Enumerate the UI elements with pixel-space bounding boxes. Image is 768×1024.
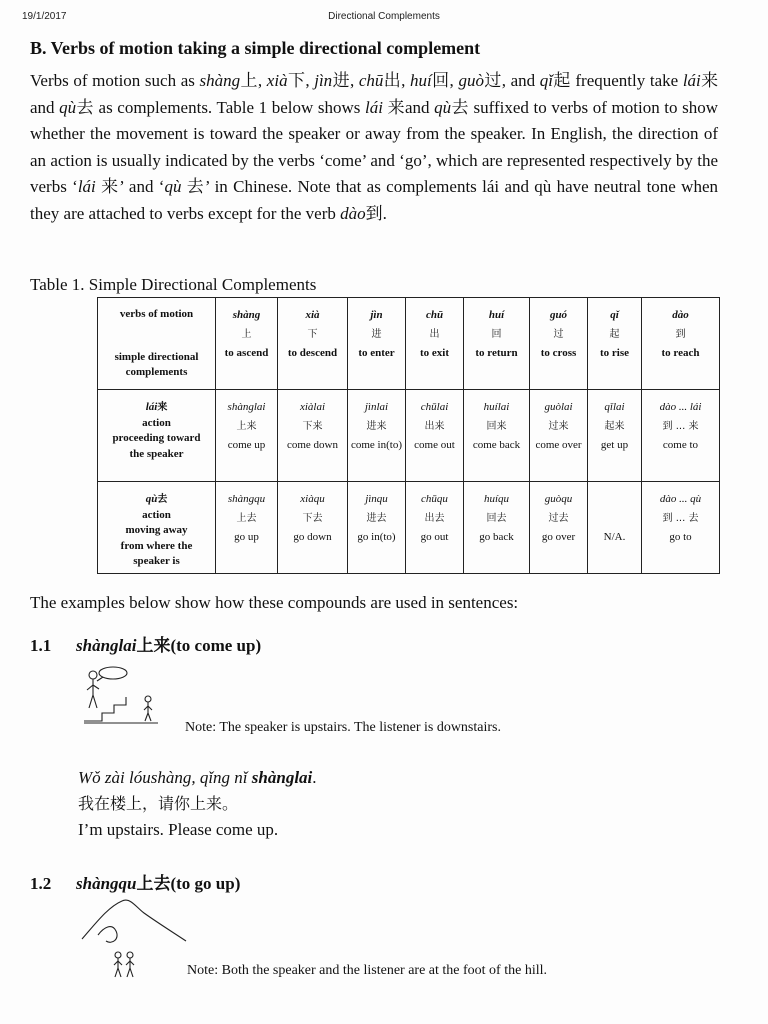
hanzi-term: 去 <box>181 177 205 197</box>
column-header <box>642 298 720 390</box>
table-cell <box>464 390 530 482</box>
cell-pinyin: chūqu <box>421 493 448 505</box>
example-number: 1.1 <box>30 636 52 655</box>
hanzi-term: 过 <box>483 71 502 90</box>
cell-pinyin: xiàqu <box>300 493 325 505</box>
cell-pinyin: huíqu <box>483 493 510 505</box>
cell-hanzi: 下去 <box>302 513 323 524</box>
document-title: Directional Complements <box>328 11 440 22</box>
row-desc: proceeding toward <box>112 432 201 444</box>
cell-english: go up <box>234 531 259 543</box>
cell-english: come down <box>286 439 338 451</box>
para-text: frequently take <box>570 71 683 90</box>
cell-hanzi: 过来 <box>548 421 569 432</box>
cell-pinyin: dào ... lái <box>659 401 702 413</box>
cell-english: come over <box>535 439 582 451</box>
column-pinyin: xià <box>305 309 320 321</box>
pinyin-term: qù <box>164 177 182 197</box>
speaker-body <box>87 679 99 708</box>
hanzi-term: 出 <box>383 71 402 90</box>
listener-head <box>145 696 151 702</box>
table-cell <box>642 482 720 574</box>
cell-hanzi: 上来 <box>236 421 257 432</box>
cell-pinyin: dào ... qù <box>659 493 702 505</box>
cell-hanzi: 出去 <box>424 513 445 524</box>
column-hanzi: 进 <box>371 329 382 340</box>
table-header-row <box>98 298 720 390</box>
cell-english: go out <box>420 531 449 543</box>
example-sentence-pinyin <box>78 765 317 791</box>
hanzi-term: 到 <box>365 203 383 223</box>
cell-pinyin: shànglai <box>227 401 266 413</box>
cell-english: go down <box>293 531 332 543</box>
column-hanzi: 出 <box>429 329 440 340</box>
row-desc: action <box>142 416 171 429</box>
example-note: Note: Both the speaker and the listener are at the foot of the hill. <box>187 963 547 978</box>
pinyin-term: lái <box>77 177 96 197</box>
hanzi-term: 来 <box>95 177 120 197</box>
column-english: to reach <box>661 347 700 359</box>
speech-bubble-tail <box>97 677 103 681</box>
column-header <box>348 298 406 390</box>
column-hanzi: 到 <box>675 329 686 340</box>
row-desc: speaker is <box>133 555 180 567</box>
row-hanzi: 来 <box>157 402 168 413</box>
speaker-head <box>115 952 121 958</box>
row-header-lai <box>98 390 216 482</box>
cell-pinyin: xiàlai <box>299 401 326 413</box>
hanzi-term: 去 <box>76 97 94 117</box>
column-english: to cross <box>540 347 577 359</box>
para-text: , <box>401 71 411 90</box>
column-hanzi: 起 <box>609 329 620 340</box>
para-text: ’ and ‘ <box>119 177 165 197</box>
cell-english: come back <box>472 439 521 451</box>
cell-pinyin: chūlai <box>420 401 449 413</box>
row-pinyin: qù <box>145 493 158 505</box>
cell-hanzi: 进去 <box>366 513 387 524</box>
sentence-text: Wǒ zài lóushàng, qǐng nǐ <box>78 768 252 787</box>
column-pinyin: chū <box>425 309 444 321</box>
cell-hanzi: 出来 <box>424 421 445 432</box>
cell-pinyin: jìnqu <box>365 493 388 505</box>
para-text: and <box>30 97 60 117</box>
example-gloss: (to come up) <box>170 636 262 655</box>
cell-english: come in(to) <box>350 439 402 451</box>
column-hanzi: 回 <box>491 329 502 340</box>
corner-top-label: verbs of motion <box>119 308 194 320</box>
listener-body <box>126 958 134 977</box>
cell-english: get up <box>600 439 629 451</box>
example-sentence-hanzi: 我在楼上，请你上来。 <box>78 794 239 813</box>
example-heading-1-2 <box>30 869 240 894</box>
column-header <box>530 298 588 390</box>
table-cell <box>406 390 464 482</box>
para-text: suffixed to verbs of motion to show whether the movement is toward the speaker or away from the speaker. In English, the direction of an action is usually indicated by the verbs ‘come’ and ‘go’, which are represented respectively by the verbs ‘ <box>30 97 719 197</box>
cell-english: come out <box>414 439 455 451</box>
table-cell <box>406 482 464 574</box>
cell-hanzi: 过去 <box>548 513 569 524</box>
cell-pinyin: qǐlai <box>604 401 625 413</box>
column-pinyin: qǐ <box>610 309 619 321</box>
example-pinyin: shànglai <box>76 636 137 655</box>
table-cell <box>216 482 278 574</box>
para-text: as complements. Table 1 below shows <box>93 97 366 117</box>
example-heading-1-1 <box>30 631 261 656</box>
pinyin-term: shàng <box>199 71 241 90</box>
pinyin-term: chū <box>358 71 384 90</box>
hanzi-term: 来 <box>382 97 405 117</box>
column-header <box>278 298 348 390</box>
directional-complements-table <box>97 297 720 574</box>
para-text: , <box>449 71 459 90</box>
column-pinyin: shàng <box>232 309 261 321</box>
column-english: to enter <box>358 347 395 359</box>
pinyin-term: qù <box>59 97 77 117</box>
row-desc: from where the <box>120 539 193 552</box>
row-header-qu <box>98 482 216 574</box>
row-hanzi: 去 <box>157 494 168 505</box>
pinyin-term: guò <box>458 71 484 90</box>
table-row-lai <box>98 390 720 482</box>
table-cell <box>588 390 642 482</box>
cell-hanzi: 上去 <box>236 513 257 524</box>
hill-illustration <box>78 893 198 983</box>
example-hanzi: 上来 <box>136 636 171 655</box>
para-text: , <box>257 71 267 90</box>
cell-pinyin: guòlai <box>544 401 573 413</box>
pinyin-term: huí <box>410 71 432 90</box>
table-row-qu <box>98 482 720 574</box>
column-english: to descend <box>287 347 338 359</box>
row-desc: action <box>142 508 171 521</box>
table-cell <box>530 390 588 482</box>
table-cell <box>348 482 406 574</box>
para-text: Verbs of motion such as <box>30 71 200 90</box>
sentence-bold: shànglai <box>251 768 313 787</box>
hanzi-term: 下 <box>287 71 306 90</box>
table-cell <box>464 482 530 574</box>
cell-pinyin: huílai <box>483 401 510 413</box>
cell-hanzi: 到 ... 去 <box>662 513 699 524</box>
hanzi-term: 起 <box>553 71 571 90</box>
table-cell <box>278 482 348 574</box>
cell-hanzi: 起来 <box>604 421 625 432</box>
examples-intro: The examples below show how these compounds are used in sentences: <box>30 593 519 612</box>
para-text: . <box>382 203 387 223</box>
cell-english: go back <box>479 531 514 543</box>
row-desc: the speaker <box>129 447 184 460</box>
pinyin-term: lái <box>682 71 701 90</box>
row-pinyin: lái <box>145 401 158 413</box>
example-number: 1.2 <box>30 874 52 893</box>
corner-bottom-label: simple directional complements <box>114 351 199 378</box>
column-hanzi: 上 <box>241 329 252 340</box>
example-pinyin: shàngqu <box>76 874 137 893</box>
pinyin-term: qǐ <box>539 71 553 90</box>
cell-english: go over <box>541 531 576 543</box>
hanzi-term: 回 <box>431 71 450 90</box>
para-text: ’ in Chinese. Note that as complements lái and qù have neutral tone when they are attached to verbs except for the verb <box>30 177 719 223</box>
table-cell <box>216 390 278 482</box>
cell-hanzi: 到 ... 来 <box>662 421 699 432</box>
table-corner-cell <box>98 298 216 390</box>
cell-english: come up <box>227 439 266 451</box>
stairs-illustration <box>78 663 188 733</box>
pinyin-term: lái <box>365 97 383 117</box>
column-english: to ascend <box>224 347 269 359</box>
intro-paragraph <box>30 68 718 228</box>
cell-pinyin: jìnlai <box>364 401 389 413</box>
pinyin-term: qù <box>434 97 452 117</box>
column-english: to return <box>475 347 518 359</box>
cell-pinyin: guòqu <box>544 493 573 505</box>
para-text: , and <box>501 71 540 90</box>
pinyin-term: xià <box>266 71 288 90</box>
listener-body <box>144 702 152 721</box>
stairs-lines <box>84 697 126 721</box>
hill-outline <box>82 900 186 941</box>
pinyin-term: dào <box>340 203 366 223</box>
listener-head <box>127 952 133 958</box>
cell-english: go to <box>669 531 692 543</box>
table-cell <box>348 390 406 482</box>
hanzi-term: 去 <box>451 97 469 117</box>
column-pinyin: huí <box>488 309 505 321</box>
speech-bubble <box>99 667 127 679</box>
example-sentence-english: I’m upstairs. Please come up. <box>78 820 279 839</box>
cell-english: come to <box>662 439 699 451</box>
speaker-body <box>114 958 122 977</box>
print-date: 19/1/2017 <box>22 11 67 22</box>
pinyin-term: jìn <box>314 71 333 90</box>
speech-bubble <box>98 927 117 943</box>
cell-hanzi: 进来 <box>366 421 387 432</box>
example-note: Note: The speaker is upstairs. The listener is downstairs. <box>185 720 501 735</box>
hanzi-term: 进 <box>332 71 350 90</box>
hanzi-term: 上 <box>240 71 258 90</box>
column-english: to rise <box>599 347 629 359</box>
row-desc: moving away <box>125 524 188 536</box>
column-header <box>406 298 464 390</box>
column-hanzi: 下 <box>307 329 318 340</box>
hanzi-term: 来 <box>700 71 719 90</box>
table-caption: Table 1. Simple Directional Complements <box>30 275 317 294</box>
sentence-text: . <box>312 768 317 787</box>
column-hanzi: 过 <box>553 329 564 340</box>
table-cell <box>642 390 720 482</box>
example-gloss: (to go up) <box>170 874 241 893</box>
cell-hanzi: 回来 <box>486 421 507 432</box>
table-cell <box>530 482 588 574</box>
column-header <box>464 298 530 390</box>
column-english: to exit <box>419 347 449 359</box>
table-cell <box>588 482 642 574</box>
cell-english: go in(to) <box>357 531 396 543</box>
cell-pinyin: shàngqu <box>227 493 266 505</box>
column-pinyin: jìn <box>370 309 383 321</box>
column-header <box>588 298 642 390</box>
para-text: , <box>305 71 315 90</box>
para-text: , <box>349 71 359 90</box>
example-hanzi: 上去 <box>136 874 171 893</box>
table-cell <box>278 390 348 482</box>
column-header <box>216 298 278 390</box>
cell-hanzi: 下来 <box>302 421 323 432</box>
section-heading: B. Verbs of motion taking a simple directional complement <box>30 38 481 58</box>
column-pinyin: dào <box>672 309 689 321</box>
cell-hanzi: 回去 <box>486 513 507 524</box>
column-pinyin: guó <box>549 309 568 321</box>
speaker-head <box>89 671 97 679</box>
cell-english: N/A. <box>603 531 626 543</box>
para-text: and <box>404 97 435 117</box>
